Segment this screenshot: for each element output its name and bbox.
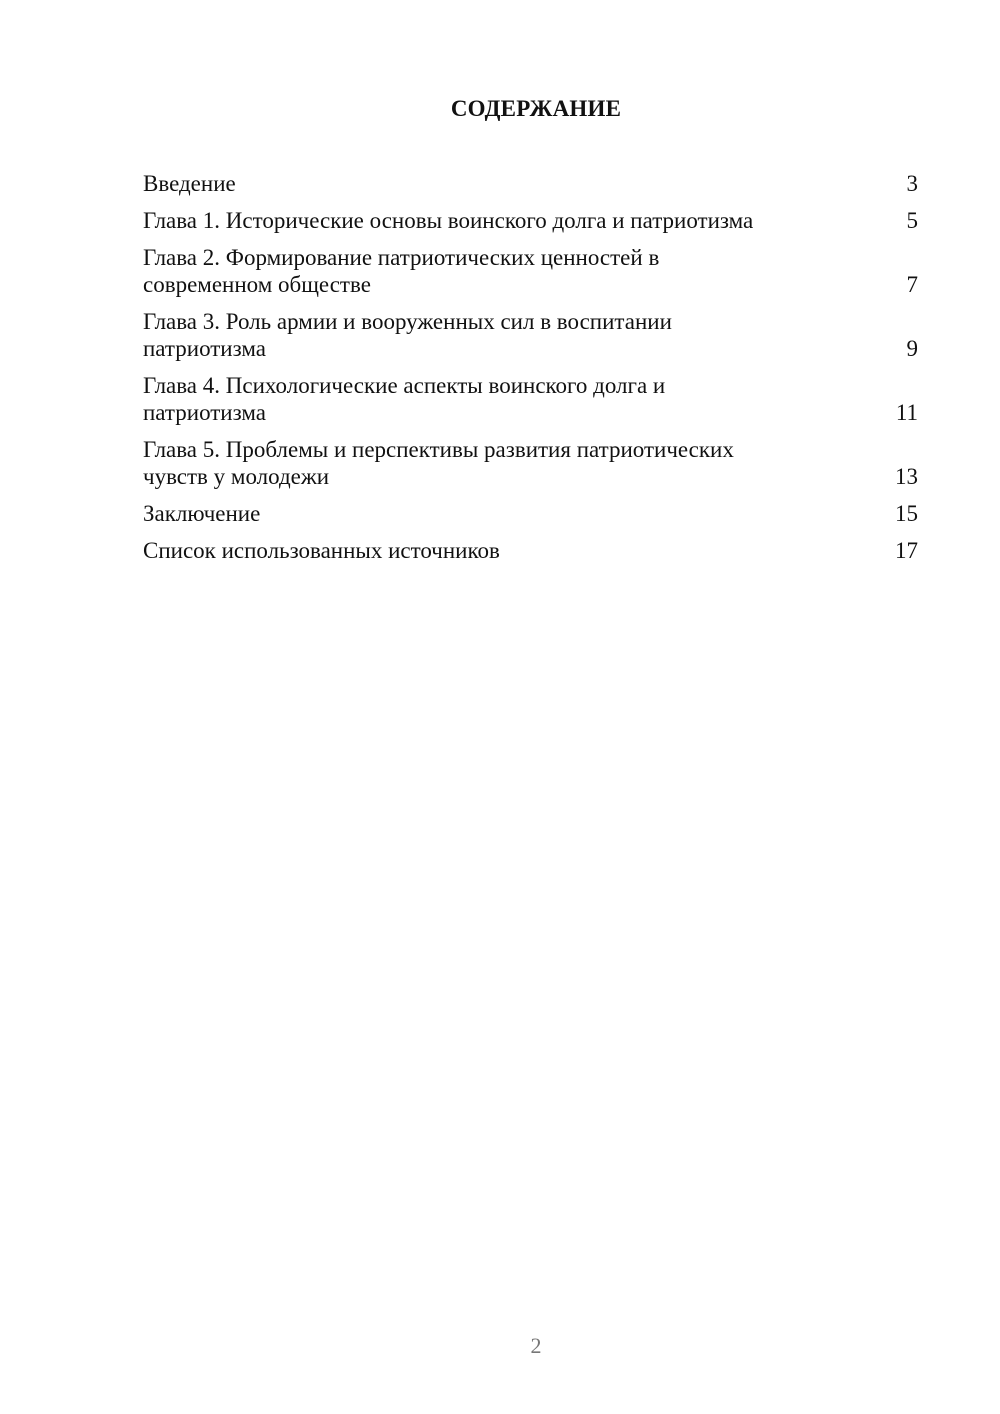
toc-entry-label: Глава 4. Психологические аспекты воинского долга и патриотизма: [143, 373, 666, 425]
toc-entry-page: 17: [895, 538, 918, 563]
toc-entry-label: Глава 3. Роль армии и вооруженных сил в воспитании патриотизма: [143, 309, 672, 361]
toc-entry-page: 7: [906, 272, 918, 297]
toc-entry-chapter-1: [143, 207, 918, 234]
toc-entry-label: Список использованных источников: [143, 538, 500, 563]
toc-entry-chapter-2: [143, 244, 918, 298]
page-title: СОДЕРЖАНИЕ: [450, 96, 622, 121]
toc-entry-references: [143, 537, 918, 564]
toc-entry-conclusion: [143, 500, 918, 527]
toc-entry-page: 9: [906, 336, 918, 361]
toc-entry-chapter-4: [143, 372, 918, 426]
page-number: 2: [530, 1333, 542, 1358]
table-of-contents: [143, 170, 918, 574]
toc-entry-page: 15: [895, 501, 918, 526]
toc-entry-label: Заключение: [143, 501, 261, 526]
toc-entry-chapter-3: [143, 308, 918, 362]
toc-entry-label: Глава 1. Исторические основы воинского долга и патриотизма: [143, 208, 754, 233]
toc-entry-page: 3: [906, 171, 918, 196]
toc-entry-page: 11: [895, 400, 918, 425]
toc-entry-label: Введение: [143, 171, 236, 196]
toc-entry-page: 5: [906, 208, 918, 233]
toc-entry-label: Глава 2. Формирование патриотических ценностей в современном обществе: [143, 245, 660, 297]
toc-entry-introduction: [143, 170, 918, 197]
toc-entry-label: Глава 5. Проблемы и перспективы развития патриотических чувств у молодежи: [143, 437, 734, 489]
toc-entry-chapter-5: [143, 436, 918, 490]
toc-entry-page: 13: [895, 464, 918, 489]
